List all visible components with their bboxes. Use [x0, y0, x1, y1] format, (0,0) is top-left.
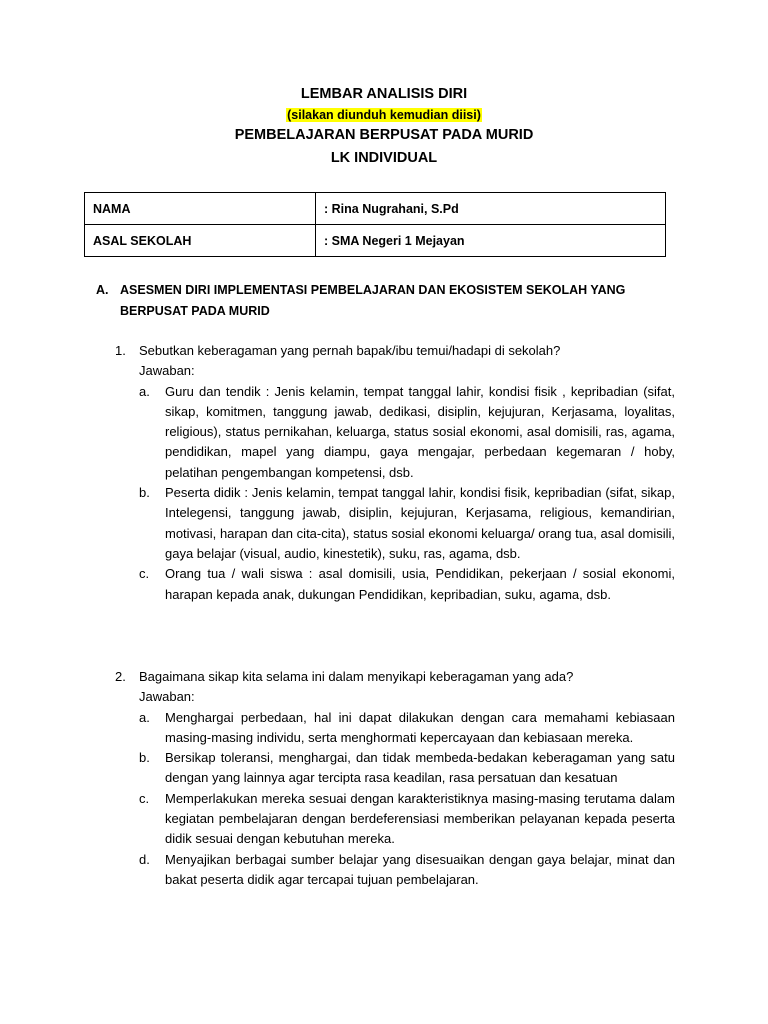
item-text: Menyajikan berbagai sumber belajar yang disesuaikan dengan gaya belajar, minat dan bakat peserta didik agar tercapai tujuan pembelajaran. [165, 851, 675, 887]
list-item [139, 483, 675, 564]
download-note-highlight: (silakan diunduh kemudian diisi) [287, 108, 481, 122]
question-number: 1. [115, 343, 126, 358]
question-number: 2. [115, 669, 126, 684]
school-value: : SMA Negeri 1 Mejayan [316, 225, 666, 257]
list-item [139, 564, 675, 605]
item-text: Menghargai perbedaan, hal ini dapat dilakukan dengan cara memahami kebiasaan masing-masing individu, serta menghormati kepercayaan dan kebiasaan mereka. [165, 709, 675, 745]
document-type: LK INDIVIDUAL [330, 150, 438, 166]
question-text: Sebutkan keberagaman yang pernah bapak/ibu temui/hadapi di sekolah? [139, 343, 561, 358]
section-a-heading [96, 280, 656, 322]
identity-table [84, 192, 666, 257]
section-a-label: A. [96, 283, 109, 297]
download-note [0, 108, 768, 122]
item-label: b. [139, 750, 150, 766]
list-item [139, 850, 675, 891]
list-item [139, 789, 675, 850]
answer-label: Jawaban: [139, 363, 195, 379]
name-label: NAMA [85, 193, 316, 225]
item-text: Orang tua / wali siswa : asal domisili, usia, Pendidikan, pekerjaan / sosial ekonomi, harapan kepada anak, dukungan Pendidikan, kepribadian, suku, agama, dsb. [165, 566, 675, 602]
document-subtitle: PEMBELAJARAN BERPUSAT PADA MURID [234, 127, 534, 143]
list-item [139, 708, 675, 749]
answer-label: Jawaban: [139, 689, 195, 705]
list-item [139, 748, 675, 789]
item-text: Guru dan tendik : Jenis kelamin, tempat tanggal lahir, kondisi fisik , kepribadian (sifat, sikap, komitmen, tanggung jawab, dedikasi, disiplin, kejujuran, Kerjasama, loyalitas, religious), status pernikahan, keluarga, status sosial ekonomi, asal domisili, ras, agama, pendidikan, mapel yang diampu, gaya mengajar, perbedaan kegemaran / hoby, pelatihan pengembangan kompetensi, dsb. [165, 383, 675, 480]
item-text: Memperlakukan mereka sesuai dengan karakteristiknya masing-masing terutama dalam kegiatan pembelajaran dengan berdeferensiasi memberikan pelayanan kepada peserta didik sesuai dengan kebutuhan mereka. [165, 790, 675, 847]
section-a-title: ASESMEN DIRI IMPLEMENTASI PEMBELAJARAN DAN EKOSISTEM SEKOLAH YANG BERPUSAT PADA MURID [120, 283, 626, 318]
item-label: b. [139, 485, 150, 501]
question-1 [115, 341, 675, 605]
question-text: Bagaimana sikap kita selama ini dalam menyikapi keberagaman yang ada? [139, 669, 574, 684]
item-text: Bersikap toleransi, menghargai, dan tidak membeda-bedakan keberagaman yang satu dengan yang lainnya agar tercipta rasa keadilan, rasa persatuan dan kesatuan [165, 750, 675, 786]
table-row [85, 225, 666, 257]
item-label: c. [139, 566, 150, 582]
item-label: c. [139, 790, 150, 806]
question-2 [115, 667, 675, 890]
school-label: ASAL SEKOLAH [85, 225, 316, 257]
item-label: d. [139, 851, 150, 867]
item-text: Peserta didik : Jenis kelamin, tempat tanggal lahir, kondisi fisik, kepribadian (sifat, sikap, Intelegensi, tanggung jawab, disiplin, kejujuran, Kerjasama, religious, kemandirian, motivasi, harapan dan cita-cita), status sosial ekonomi keluarga/ orang tua, asal domisili, gaya belajar (visual, audio, kinestetik), suku, ras, agama, dsb. [165, 485, 675, 561]
list-item [139, 382, 675, 483]
table-row [85, 193, 666, 225]
item-label: a. [139, 383, 150, 399]
item-label: a. [139, 709, 150, 725]
name-value: : Rina Nugrahani, S.Pd [316, 193, 666, 225]
document-title: LEMBAR ANALISIS DIRI [300, 86, 468, 102]
